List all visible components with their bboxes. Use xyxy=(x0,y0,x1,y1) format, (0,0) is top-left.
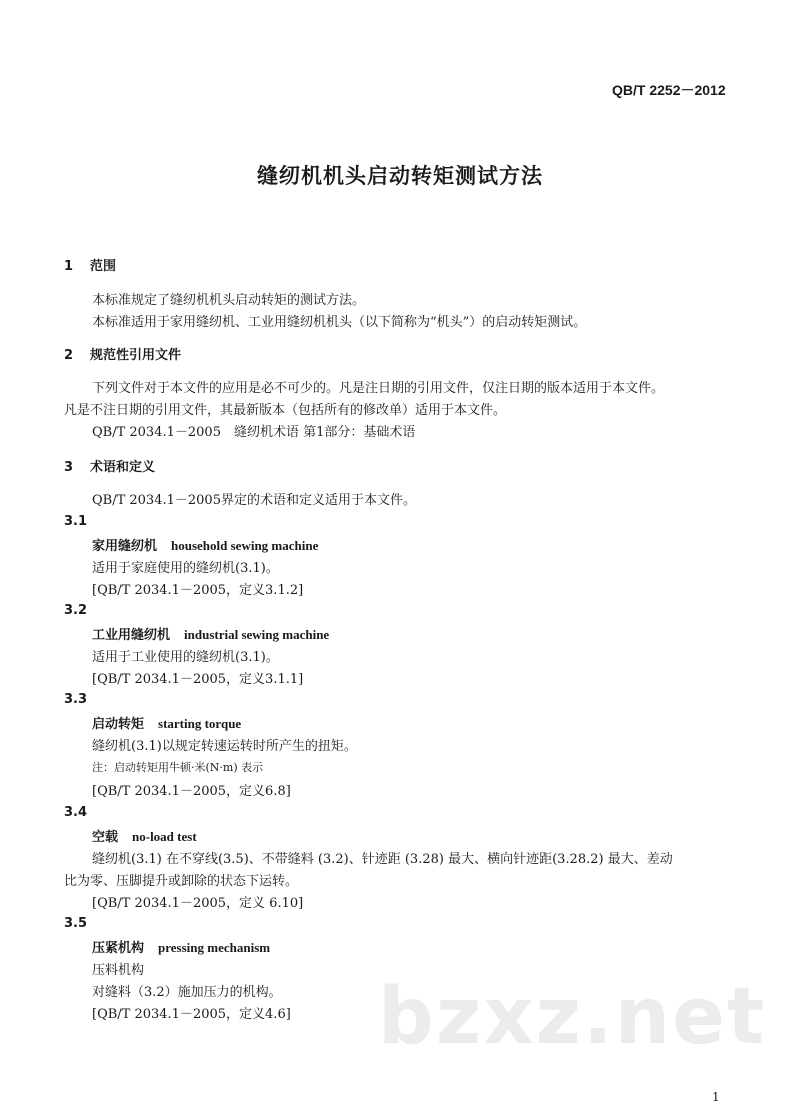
term-source: [QB/T 2034.1－2005，定义3.1.2] xyxy=(92,583,304,598)
term-en: no-load test xyxy=(132,829,197,844)
section-number: 1 xyxy=(64,259,74,274)
term-heading xyxy=(92,937,270,956)
term-en: pressing mechanism xyxy=(158,940,271,955)
term-source: [QB/T 2034.1－2005，定义6.8] xyxy=(92,784,291,799)
paragraph: 下列文件对于本文件的应用是必不可少的。凡是注日期的引用文件，仅注日期的版本适用于本文件。 xyxy=(92,381,665,396)
term-source: [QB/T 2034.1－2005，定义 6.10] xyxy=(92,896,304,911)
term-en: household sewing machine xyxy=(171,538,319,553)
paragraph: 凡是不注日期的引用文件，其最新版本（包括所有的修改单）适用于本文件。 xyxy=(64,403,507,418)
standard-number: QB/T 2252－2012 xyxy=(612,82,726,98)
clause-number: 3.5 xyxy=(64,916,88,931)
term-zh: 空载 xyxy=(92,830,119,845)
term-definition: 适用于工业使用的缝纫机(3.1)。 xyxy=(92,650,279,665)
term-definition: 对缝料（3.2）施加压力的机构。 xyxy=(92,985,282,1000)
page-number: 1 xyxy=(712,1090,720,1104)
section-3-heading xyxy=(64,456,155,475)
term-heading xyxy=(92,826,197,845)
watermark: bzxz.net xyxy=(378,972,767,1062)
paragraph: 本标准规定了缝纫机机头启动转矩的测试方法。 xyxy=(92,293,366,308)
section-title: 规范性引用文件 xyxy=(90,348,182,363)
term-heading xyxy=(92,713,241,732)
document-title: 缝纫机机头启动转矩测试方法 xyxy=(257,164,543,188)
term-zh: 工业用缝纫机 xyxy=(92,628,171,643)
term-definition: 适用于家庭使用的缝纫机(3.1)。 xyxy=(92,561,279,576)
clause-number: 3.3 xyxy=(64,692,88,707)
section-1-heading xyxy=(64,255,116,274)
section-title: 术语和定义 xyxy=(90,460,156,475)
section-2-heading xyxy=(64,344,181,363)
term-zh: 压紧机构 xyxy=(92,941,145,956)
term-definition-continued: 比为零、压脚提升或卸除的状态下运转。 xyxy=(64,874,299,889)
term-heading xyxy=(92,624,329,643)
clause-number: 3.2 xyxy=(64,603,88,618)
term-definition: 缝纫机(3.1) 在不穿线(3.5)、不带缝料 (3.2)、针迹距 (3.28) 最大、横向针迹距(3.28.2) 最大、差动 xyxy=(92,852,673,867)
term-definition: 缝纫机(3.1)以规定转速运转时所产生的扭矩。 xyxy=(92,739,357,754)
term-zh: 家用缝纫机 xyxy=(92,539,158,554)
term-heading xyxy=(92,535,318,554)
section-number: 2 xyxy=(64,348,74,363)
term-en: starting torque xyxy=(158,716,242,731)
normative-reference: QB/T 2034.1－2005 缝纫机术语 第1部分：基础术语 xyxy=(92,425,416,440)
term-source: [QB/T 2034.1－2005，定义4.6] xyxy=(92,1007,291,1022)
clause-number: 3.1 xyxy=(64,514,88,529)
paragraph: 本标准适用于家用缝纫机、工业用缝纫机机头（以下简称为“机头”）的启动转矩测试。 xyxy=(92,315,587,330)
term-source: [QB/T 2034.1－2005，定义3.1.1] xyxy=(92,672,304,687)
term-note: 注：启动转矩用牛顿·米(N·m) 表示 xyxy=(92,761,264,774)
term-zh: 启动转矩 xyxy=(92,717,145,732)
section-number: 3 xyxy=(64,460,74,475)
term-en: industrial sewing machine xyxy=(184,627,330,642)
paragraph: QB/T 2034.1－2005界定的术语和定义适用于本文件。 xyxy=(92,493,416,508)
clause-number: 3.4 xyxy=(64,805,88,820)
term-alternative: 压料机构 xyxy=(92,963,145,978)
section-title: 范围 xyxy=(90,259,117,274)
